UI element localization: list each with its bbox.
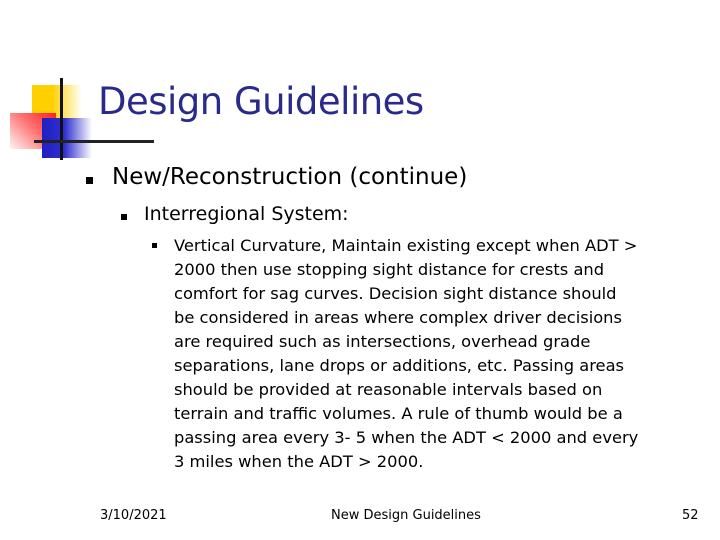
paragraph-line: be considered in areas where complex driver decisions: [174, 308, 622, 327]
horizontal-line: [34, 140, 154, 143]
paragraph-line: 2000 then use stopping sight distance for crests and: [174, 260, 605, 279]
bullet-level2: Interregional System:: [144, 203, 349, 225]
vertical-line: [60, 78, 63, 160]
paragraph-line: 3 miles when the ADT > 2000.: [174, 452, 424, 471]
paragraph-line: Vertical Curvature, Maintain existing except when ADT >: [174, 236, 638, 255]
bullet-icon: [152, 243, 157, 248]
paragraph-line: are required such as intersections, overhead grade: [174, 332, 591, 351]
bullet-icon: [121, 214, 127, 220]
slide-title: Design Guidelines: [98, 80, 424, 123]
slide-number: 52: [682, 508, 699, 523]
paragraph-line: should be provided at reasonable intervals based on: [174, 380, 603, 399]
paragraph-line: passing area every 3- 5 when the ADT < 2000 and every: [174, 428, 639, 447]
blue-square: [42, 118, 92, 158]
paragraph-line: separations, lane drops or additions, etc. Passing areas: [174, 356, 625, 375]
footer-date: 3/10/2021: [100, 508, 167, 523]
bullet-icon: [86, 177, 93, 184]
paragraph-line: comfort for sag curves. Decision sight distance should: [174, 284, 617, 303]
bullet-level3-paragraph: [174, 234, 638, 474]
paragraph-line: terrain and traffic volumes. A rule of thumb would be a: [174, 404, 623, 423]
footer-title: New Design Guidelines: [331, 508, 481, 523]
bullet-level1: New/Reconstruction (continue): [112, 164, 468, 190]
